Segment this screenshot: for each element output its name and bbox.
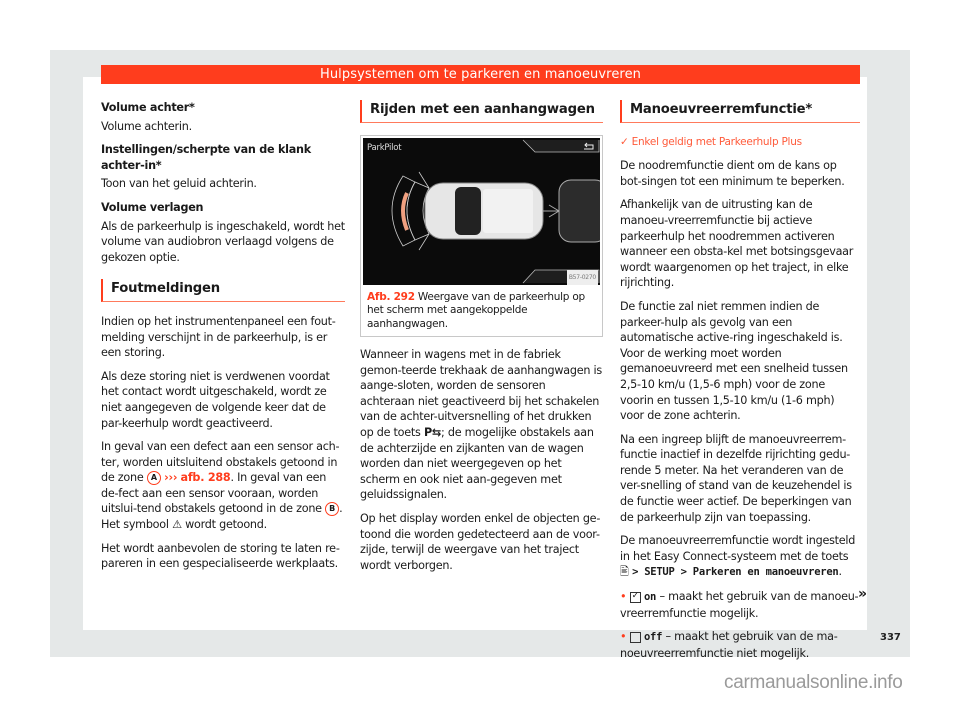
paragraph: De functie zal niet remmen indien de parkeer-hulp als gevolg van een automatische active-ring ingeschakeld is. Voor de werking moet worden gemanoeuvreerd met een snelheid tussen 2,5-10 km/u (1,5-6 mph) voor de zone voorin en tussen 1,5-10 km/u (1-6 mph) voor de zone achterin. [620,299,848,423]
column-right [620,100,860,669]
paragraph: Het wordt aanbevolen de storing te laten re-pareren in een gespecialiseerde werkplaats. [101,541,340,571]
option-text: – maakt het gebruik van de manoeu-vreerremfunctie mogelijk. [620,590,859,620]
car-roof [483,189,533,233]
setting-description: Als de parkeerhulp is ingeschakeld, wordt het volume van audiobron verlaagd volgens de gekozen optie. [101,219,345,264]
section-title-aanhangwagen: Rijden met een aanhangwagen [360,100,603,123]
option-off [620,629,860,661]
paragraph-text: In geval van een defect aan een sensor ach-ter, worden uitsluitend obstakels getoond in de zone [101,440,340,485]
screen-title: ParkPilot [367,142,402,153]
setting-description: Toon van het geluid achterin. [101,177,257,191]
watermark: carmanualsonline.info [724,672,903,693]
menu-key-icon: 🖹 [620,565,629,579]
paragraph-text: Wanneer in wagens met in de fabriek gemon-teerde trekhaak de aanhangwagen is aange-sloten, worden de sensoren achteraan niet geactiveerd bij het schakelen van de achter-uitversnelling of het drukken op de toets [360,348,602,440]
car-windshield [455,187,481,235]
park-key-icon: P⇆ [423,426,442,440]
paragraph: Na een ingreep blijft de manoeuvreerrem-functie inactief in dezelfde rijrichting gedu-rende 5 meter. Na het veranderen van de ver-snelling of stand van de keuzehendel is de functie weer actief. De beperkingen van de parkeerhulp zijn van toepassing. [620,432,852,524]
figure-code: B57-0270 [567,270,598,285]
caption-text: Weergave van de parkeerhulp op het scherm met aangekoppelde aanhangwagen. [367,290,585,330]
setting-heading: Volume achter* [101,101,195,114]
paragraph-text: De manoeuvreerremfunctie wordt ingesteld in het Easy Connect-systeem met de toets [620,534,856,563]
paragraph-setup [620,533,860,581]
menu-path: > SETUP > Parkeren en manoeuvreren [632,566,839,579]
option-value: on [643,591,657,604]
parkpilot-illustration [363,138,600,285]
section-title-foutmeldingen: Foutmeldingen [101,279,345,302]
bullet-icon: • [620,630,627,644]
paragraph-zones [101,439,345,533]
continue-icon: » [858,586,868,602]
arrow-icon: ››› [164,471,178,485]
parkpilot-screen [363,138,600,285]
warning-icon: ⚠ [172,518,182,532]
paragraph-text: . Het symbool [101,502,343,532]
option-on [620,589,860,621]
paragraph: Afhankelijk van de uitrusting kan de manoeu-vreerremfunctie bij actieve parkeerhulp het noodremmen activeren wanneer een obsta-kel met botsingsgevaar wordt waargenomen op het traject, in elke rijrichting. [620,198,854,290]
column-left [101,100,345,580]
checkbox-checked-icon: ✓ [631,590,639,601]
section-title-manoeuvreerremfunctie: Manoeuvreerremfunctie* [620,100,860,123]
figure-link[interactable]: afb. 288 [180,471,231,485]
option-text: – maakt het gebruik van de ma-noeuvreerremfunctie niet mogelijk. [620,630,838,660]
figure-label: Afb. 292 [367,290,415,303]
paragraph-text: . In geval van een de-fect aan een sensor vooraan, worden uitslui-tend obstakels getoond in de zone [101,471,327,516]
zone-b-marker: B [325,502,339,516]
period: . [838,565,842,579]
column-middle [360,100,603,581]
checkbox-unchecked-icon [630,632,641,643]
option-value: off [643,631,663,644]
figure-292 [360,135,603,338]
paragraph: Op het display worden enkel de objecten ge-toond die worden gedetecteerd aan de voor-zijde, terwijl de weergave van het traject wordt verborgen. [360,512,601,572]
setting-heading: Instellingen/scherpte van de klank achter-in* [101,143,311,172]
trailer [559,180,600,242]
paragraph [360,347,603,503]
chapter-header: Hulpsystemen om te parkeren en manoeuvreren [101,65,860,84]
tow-hitch [543,205,559,217]
paragraph-text: wordt getoond. [185,518,267,532]
back-button-frame [523,140,599,152]
paragraph: Als deze storing niet is verdwenen voordat het contact wordt uitgeschakeld, wordt ze niet aangegeven de volgende keer dat de par-keerhulp wordt geactiveerd. [101,369,330,430]
paragraph: De noodremfunctie dient om de kans op bot-singen tot een minimum te beperken. [620,159,845,188]
figure-caption [361,287,602,337]
zone-a-marker: A [147,471,161,485]
setting-heading: Volume verlagen [101,200,204,214]
setting-description: Volume achterin. [101,119,192,133]
paragraph-text: ; de mogelijke obstakels aan de achterzijde en zijkanten van de wagen worden dan niet weergegeven op het scherm en ook niet aan-gegeven met geluidssignalen. [360,426,594,502]
page-number: 337 [880,632,901,643]
validity-note: ✓ Enkel geldig met Parkeerhulp Plus [620,135,802,148]
bullet-icon: • [620,590,627,604]
sensor-warning-arc [403,193,407,230]
paragraph: Indien op het instrumentenpaneel een fout-melding verschijnt in de parkeerhulp, is er een storing. [101,314,336,360]
